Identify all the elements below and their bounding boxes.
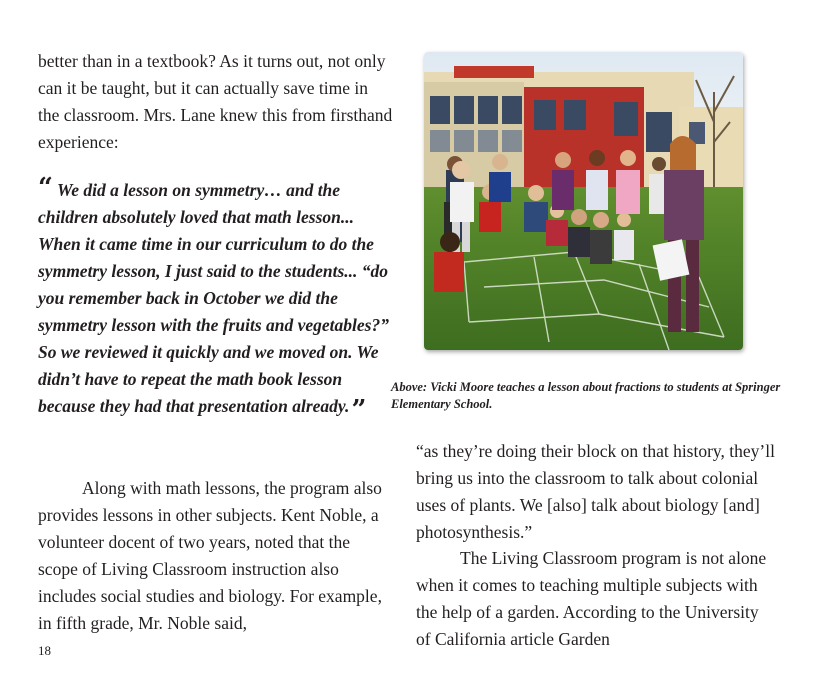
photo-caption: Above: Vicki Moore teaches a lesson about fractions to students at Springer Elementary School. — [391, 380, 781, 411]
close-quote-mark: ” — [351, 395, 367, 425]
intro-paragraph: better than in a textbook? As it turns out, not only can it be taught, but it can actually save time in the classroom. Mrs. Lane knew this from firsthand experience: — [38, 51, 393, 152]
quote-text: We did a lesson on symmetry… and the children absolutely loved that math lesson... When it came time in our curriculum to do the symmetry lesson, I just said to the students... “do you remember back in October we did the symmetry lesson with the fruits and vegetables?” So we reviewed it quickly and we moved on. We didn’t have to repeat the math book lesson because they had that presentation already. — [38, 180, 389, 416]
classroom-garden-photo — [424, 52, 743, 350]
open-quote-mark: “ — [38, 173, 53, 203]
pull-quote — [38, 173, 390, 425]
right-paragraph-2: The Living Classroom program is not alone when it comes to teaching multiple subjects with the help of a garden. According to the University of California article Garden — [416, 548, 767, 649]
page-number: 18 — [38, 643, 51, 658]
left-paragraph-2: Along with math lessons, the program also provides lessons in other subjects. Kent Noble, a volunteer docent of two years, noted that the scope of Living Classroom instruction also includes social studies and biology. For example, in fifth grade, Mr. Noble said, — [38, 478, 382, 633]
right-paragraph-1: “as they’re doing their block on that history, they’ll bring us into the classroom to talk about colonial uses of plants. We [also] talk about biology [and] photosynthesis.” — [416, 441, 775, 542]
